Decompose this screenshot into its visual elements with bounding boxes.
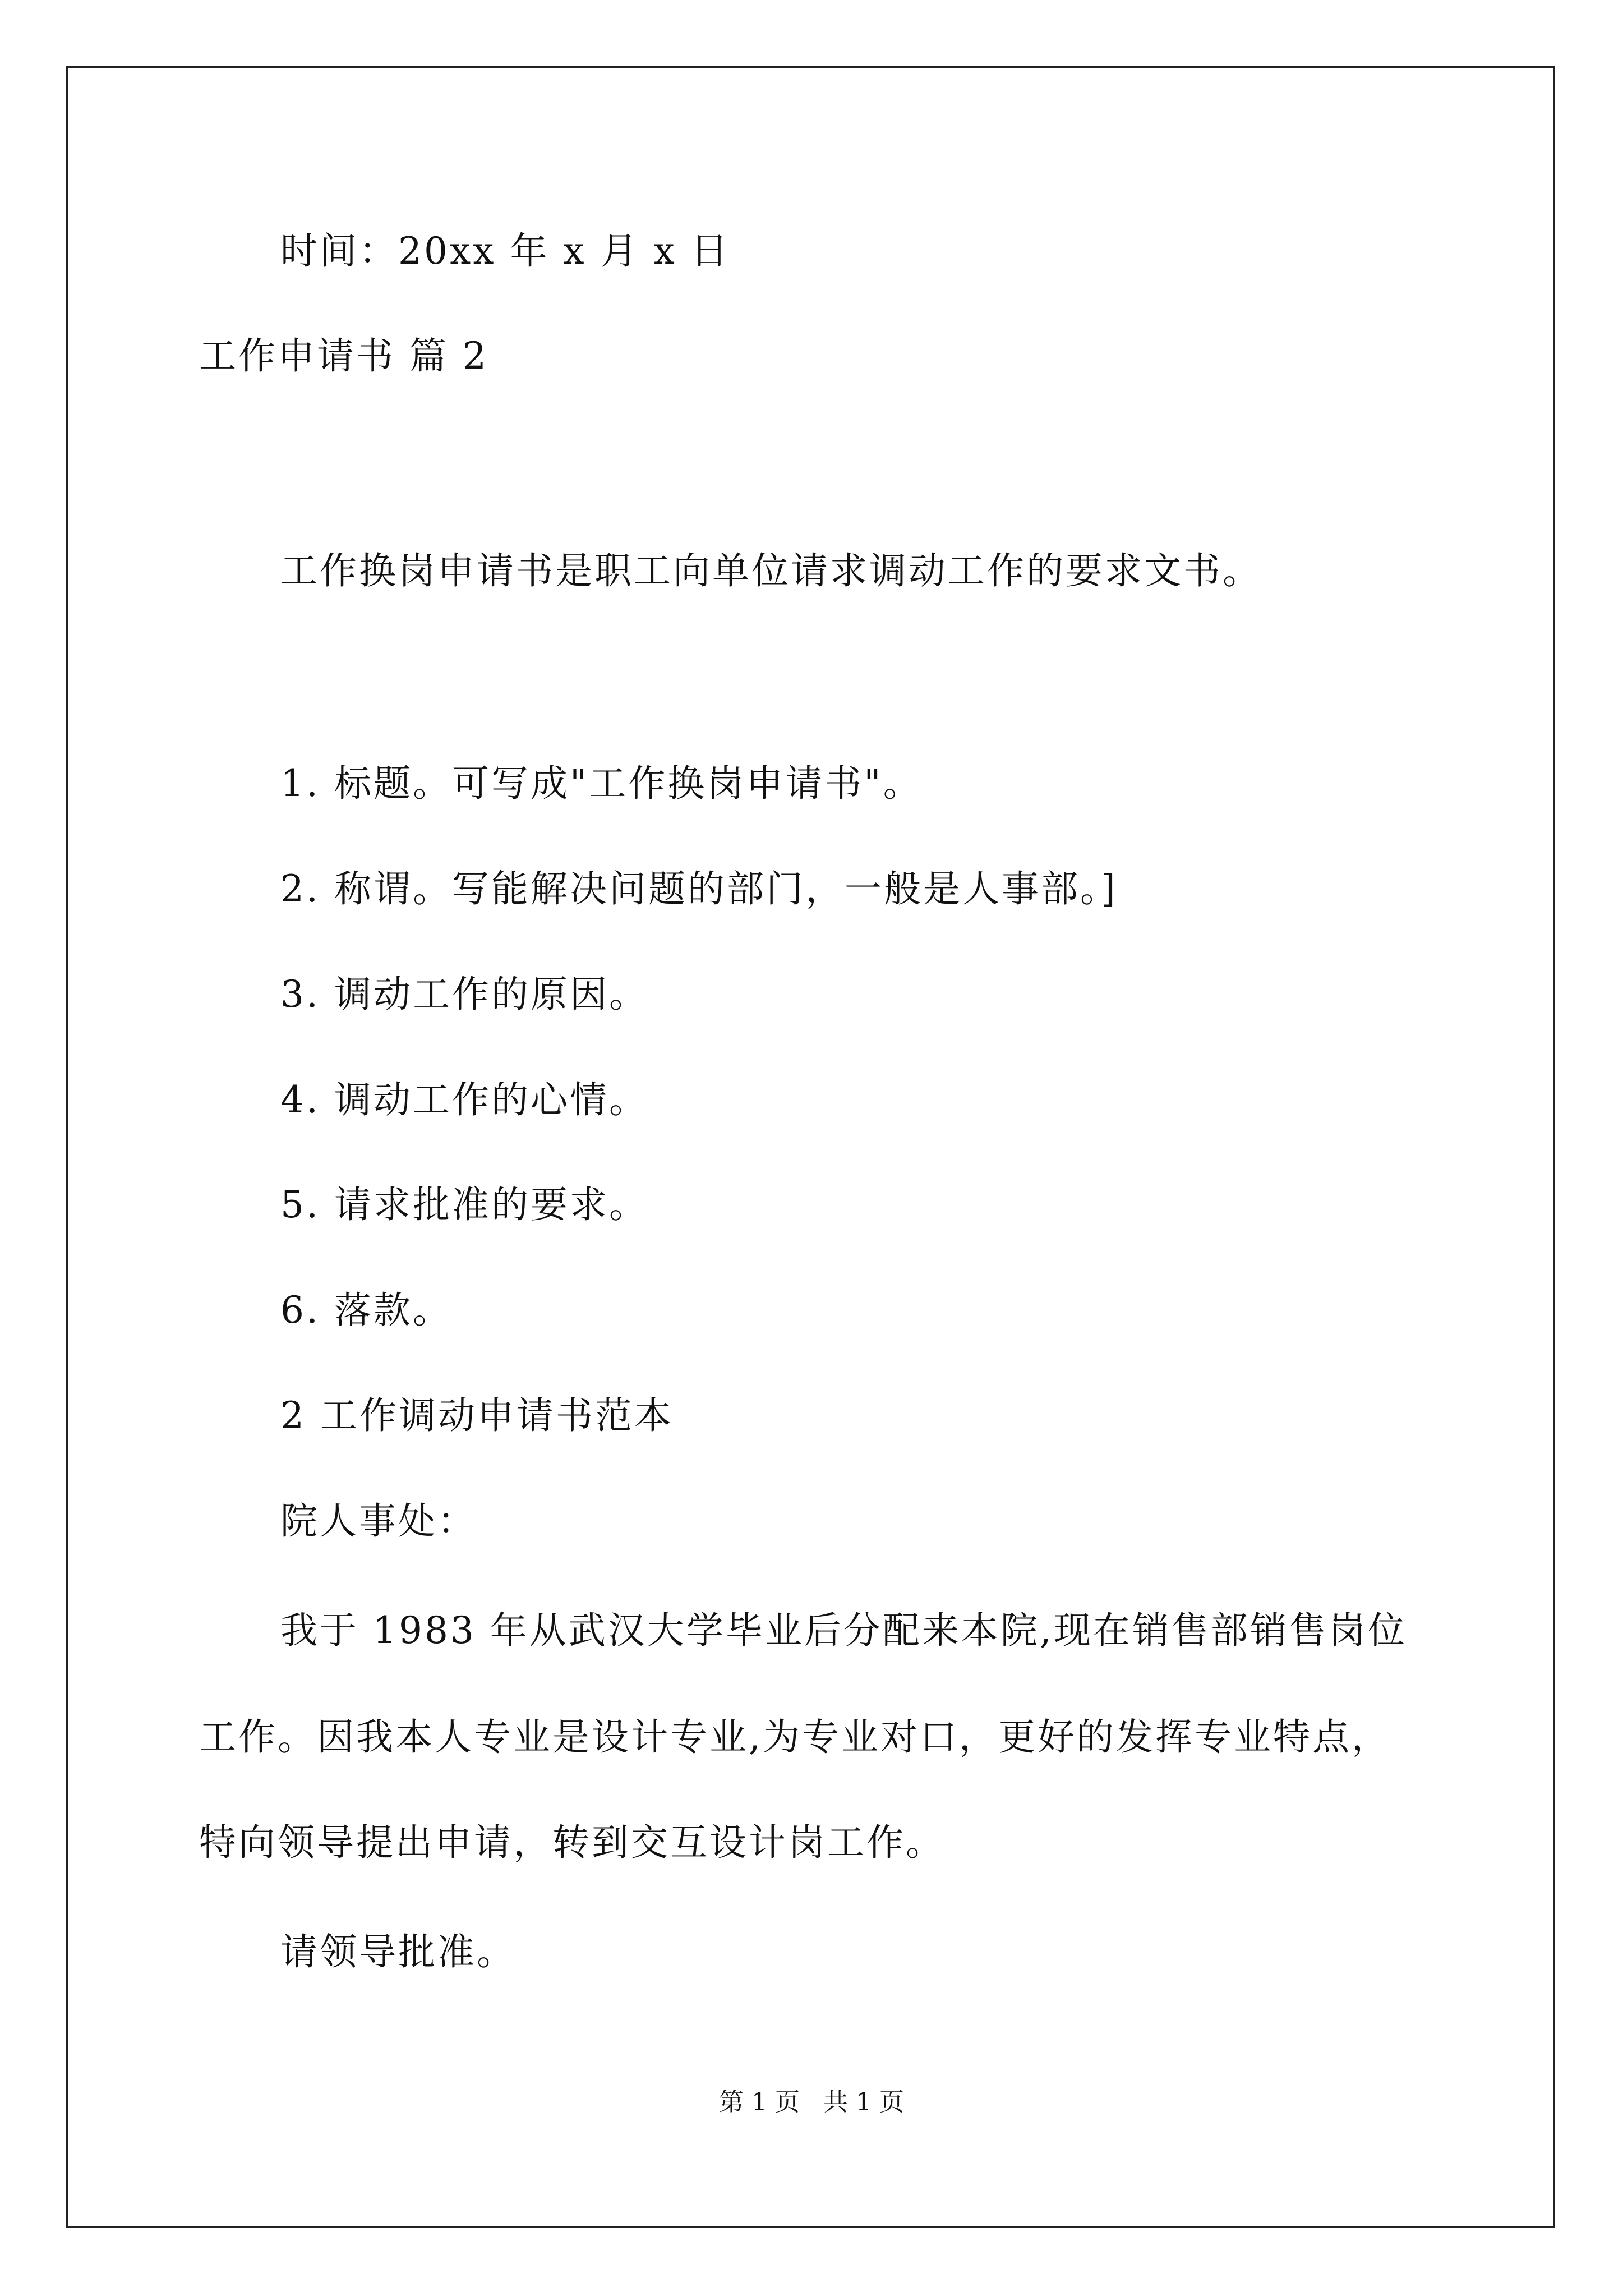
- intro-paragraph: 工作换岗申请书是职工向单位请求调动工作的要求文书。: [280, 549, 1262, 592]
- sample-title: 2 工作调动申请书范本: [280, 1394, 674, 1437]
- format-item-4: 4. 调动工作的心情。: [280, 1078, 648, 1121]
- salutation: 院人事处：: [280, 1499, 477, 1543]
- date-line: 时间：20xx 年 x 月 x 日: [280, 229, 730, 273]
- format-item-2: 2. 称谓。写能解决问题的部门，一般是人事部。]: [280, 867, 1118, 910]
- section-heading: 工作申请书 篇 2: [199, 334, 488, 378]
- closing-line: 请领导批准。: [280, 1930, 516, 1973]
- format-item-1: 1. 标题。可写成"工作换岗申请书"。: [280, 762, 923, 805]
- format-item-5: 5. 请求批准的要求。: [280, 1183, 648, 1226]
- body-line-3: 特向领导提出申请，转到交互设计岗工作。: [199, 1821, 945, 1864]
- page-footer: 第 1 页 共 1 页: [719, 2088, 904, 2116]
- body-line-1: 我于 1983 年从武汉大学毕业后分配来本院,现在销售部销售岗位: [280, 1609, 1407, 1652]
- format-item-3: 3. 调动工作的原因。: [280, 973, 648, 1016]
- body-line-2: 工作。因我本人专业是设计专业,为专业对口，更好的发挥专业特点，: [199, 1715, 1391, 1759]
- page-border: [66, 66, 1555, 2228]
- format-item-6: 6. 落款。: [280, 1289, 452, 1332]
